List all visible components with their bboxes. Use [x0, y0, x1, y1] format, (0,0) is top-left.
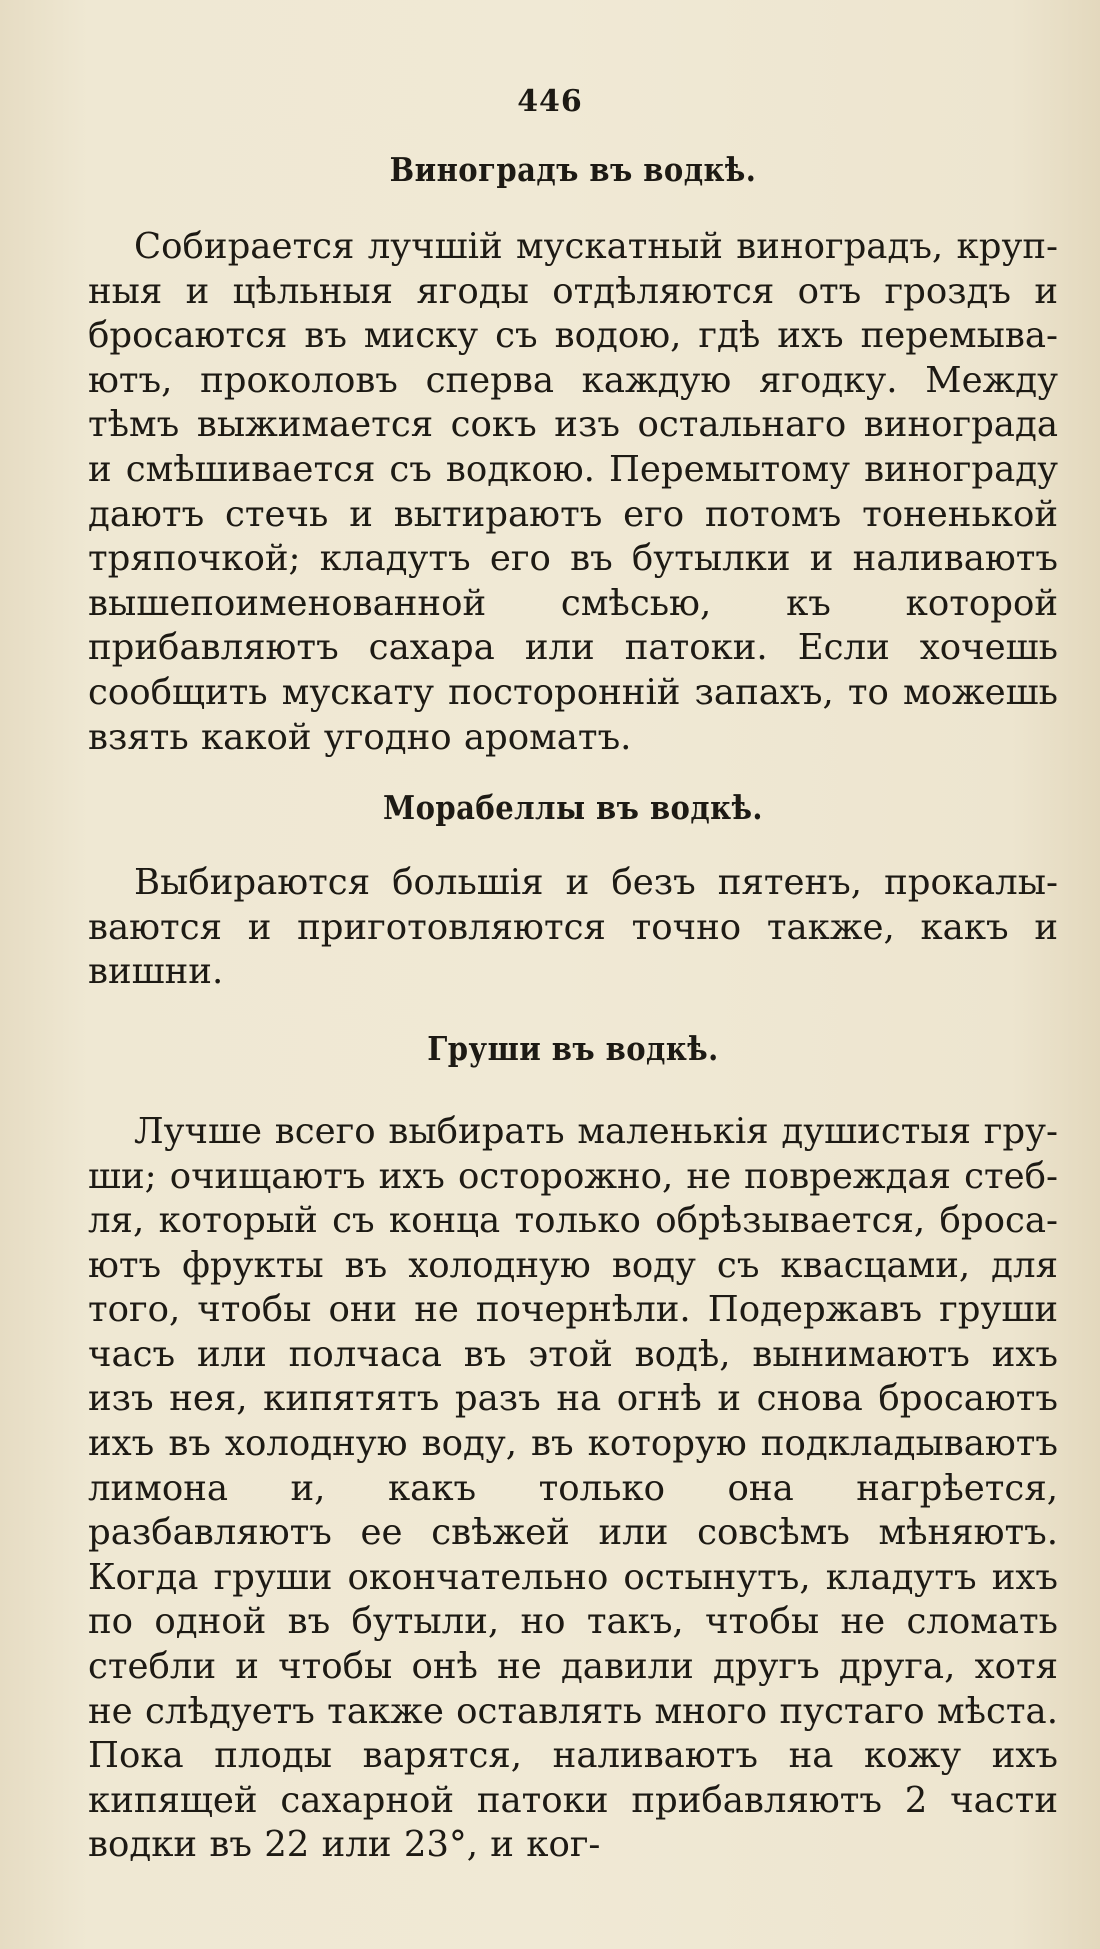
section-paragraph: Выбираются большія и безъ пятенъ, прокалываются и приготовляются точно также, какъ и вишни. — [88, 862, 1058, 993]
section-title: Морабеллы въ водкѣ. — [383, 788, 763, 828]
page-number: 446 — [517, 84, 583, 119]
section-grapes-in-vodka — [88, 150, 1058, 760]
section-pears-in-vodka — [88, 1029, 1058, 1868]
section-morabelles-in-vodka — [88, 788, 1058, 995]
section-paragraph: Собирается лучшій мускатный виноградъ, крупныя и цѣльныя ягоды отдѣляются отъ гроздъ и бросаются въ миску съ водою, гдѣ ихъ перемываютъ, проколовъ сперва каждую ягодку. Между тѣмъ выжимается сокъ изъ остальнаго винограда и смѣшивается съ водкою. Перемытому винограду даютъ стечь и вытираютъ его потомъ тоненькой тряпочкой; кладутъ его въ бутылки и наливаютъ вышепоименованной смѣсью, къ которой прибавляютъ сахара или патоки. Если хочешь сообщить мускату посторонній запахъ, то можешь взять какой угодно ароматъ. — [88, 226, 1058, 758]
page-content — [88, 150, 1058, 1868]
section-title: Груши въ водкѣ. — [427, 1028, 719, 1068]
section-paragraph: Лучше всего выбирать маленькія душистыя груши; очищаютъ ихъ осторожно, не повреждая стебля, который съ конца только обрѣзывается, бросаютъ фрукты въ холодную воду съ квасцами, для того, чтобы они не почернѣли. Подержавъ груши часъ или полчаса въ этой водѣ, вынимаютъ ихъ изъ нея, кипятятъ разъ на огнѣ и снова бросаютъ ихъ въ холодную воду, въ которую подкладываютъ лимона и, какъ только она нагрѣется, разбавляютъ ее свѣжей или совсѣмъ мѣняютъ. Когда груши окончательно остынутъ, кладутъ ихъ по одной въ бутыли, но такъ, чтобы не сломать стебли и чтобы онѣ не давили другъ друга, хотя не слѣдуетъ также оставлять много пустаго мѣста. Пока плоды варятся, наливаютъ на кожу ихъ кипящей сахарной патоки прибавляютъ 2 части водки въ 22 или 23°, и ког- — [88, 1110, 1058, 1866]
section-title: Виноградъ въ водкѣ. — [389, 150, 757, 189]
